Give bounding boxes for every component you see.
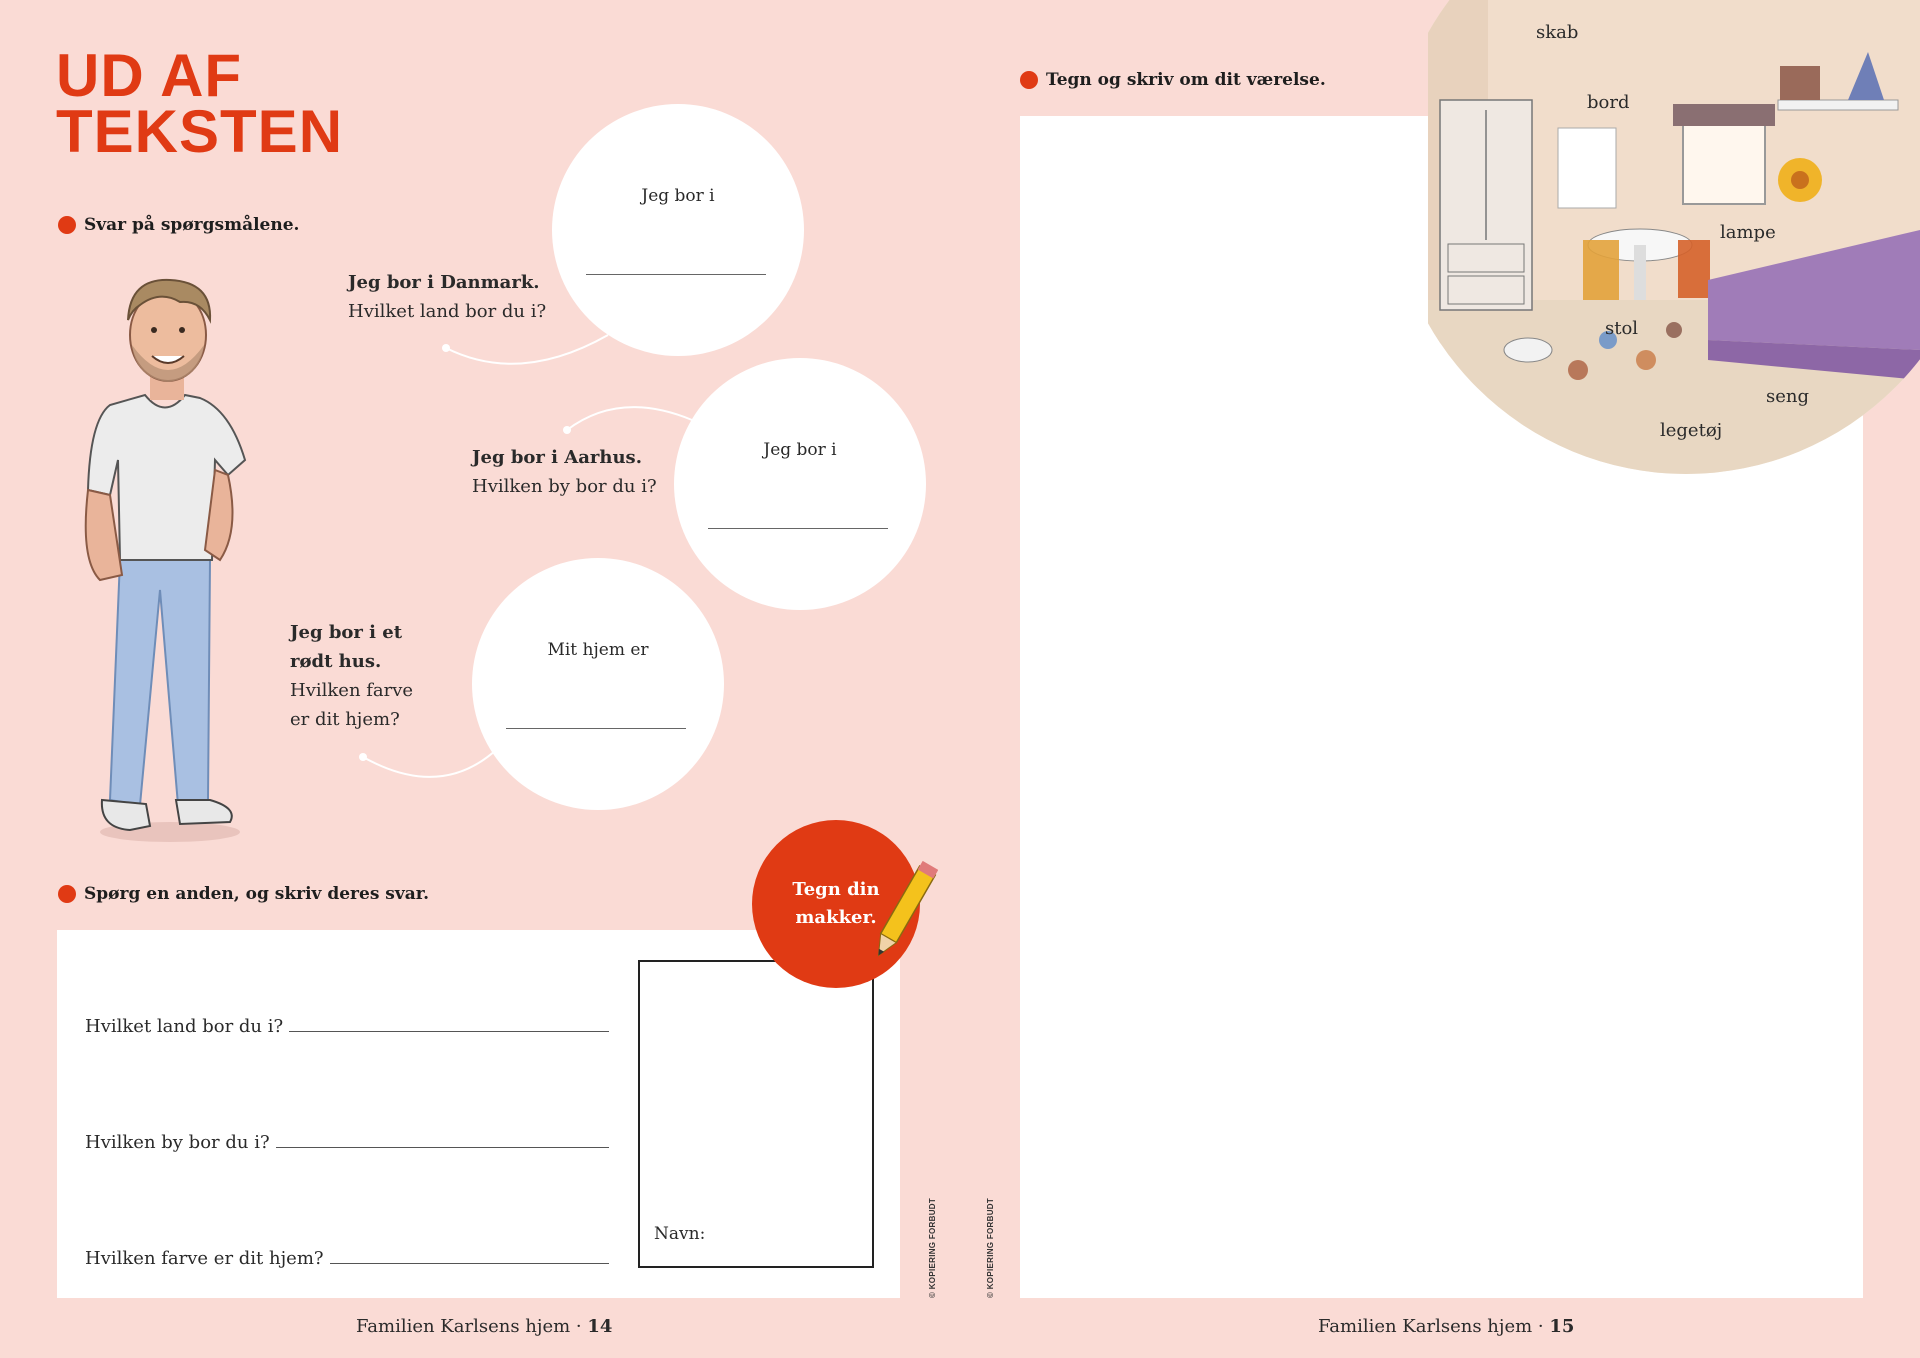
instruction-2-text: Spørg en anden, og skriv deres svar. bbox=[84, 884, 430, 904]
pencil-icon bbox=[868, 858, 938, 968]
page-number-right: 15 bbox=[1549, 1316, 1575, 1337]
interview-question-1[interactable] bbox=[85, 1016, 609, 1037]
interview-q3-label: Hvilken farve er dit hjem? bbox=[85, 1248, 324, 1269]
title-line-2: TEKSTEN bbox=[56, 98, 344, 165]
instruction-3 bbox=[1020, 70, 1326, 90]
label-legetoj: legetøj bbox=[1660, 420, 1723, 441]
circle-3-prompt: Mit hjem er bbox=[547, 640, 649, 660]
interview-question-3[interactable] bbox=[85, 1248, 609, 1269]
interview-q2-label: Hvilken by bor du i? bbox=[85, 1132, 270, 1153]
footer-right-text: Familien Karlsens hjem · bbox=[1318, 1316, 1550, 1337]
drawing-frame[interactable] bbox=[638, 960, 874, 1268]
connector-lines bbox=[0, 0, 1000, 900]
page-number-left: 14 bbox=[587, 1316, 613, 1337]
label-bord: bord bbox=[1587, 92, 1630, 113]
instruction-1-text: Svar på spørgsmålene. bbox=[84, 215, 300, 235]
interview-q3-line[interactable] bbox=[330, 1263, 609, 1264]
qa-2-question: Hvilken by bor du i? bbox=[472, 476, 657, 497]
circle-2-prompt: Jeg bor i bbox=[763, 440, 837, 460]
room-illustration bbox=[1428, 0, 1920, 476]
name-label: Navn: bbox=[654, 1224, 706, 1244]
qa-1-statement: Jeg bor i Danmark. bbox=[348, 272, 540, 293]
qa-2-statement: Jeg bor i Aarhus. bbox=[472, 447, 642, 468]
qa-3-statement-line1: Jeg bor i et bbox=[290, 622, 403, 643]
interview-q2-line[interactable] bbox=[276, 1147, 609, 1148]
bullet-dot-icon bbox=[58, 885, 76, 903]
label-skab: skab bbox=[1536, 22, 1579, 43]
badge-line-1: Tegn din bbox=[792, 879, 880, 900]
interview-question-2[interactable] bbox=[85, 1132, 609, 1153]
footer-right bbox=[1318, 1316, 1574, 1337]
footer-left-text: Familien Karlsens hjem · bbox=[356, 1316, 588, 1337]
title-line-1: UD AF bbox=[56, 42, 243, 109]
label-lampe: lampe bbox=[1720, 222, 1776, 243]
circle-1-prompt: Jeg bor i bbox=[641, 186, 715, 206]
label-stol: stol bbox=[1605, 318, 1639, 339]
qa-3-question-line1: Hvilken farve bbox=[290, 680, 414, 701]
qa-3-statement-line2: rødt hus. bbox=[290, 651, 382, 672]
badge-line-2: makker. bbox=[795, 907, 877, 928]
interview-q1-label: Hvilket land bor du i? bbox=[85, 1016, 284, 1037]
instruction-2 bbox=[58, 884, 429, 904]
copyright-right: © KOPIERING FORBUDT bbox=[986, 1197, 995, 1298]
qa-1-question: Hvilket land bor du i? bbox=[348, 301, 547, 322]
copyright-left: © KOPIERING FORBUDT bbox=[928, 1197, 937, 1298]
interview-q1-line[interactable] bbox=[289, 1031, 609, 1032]
qa-3-question-line2: er dit hjem? bbox=[290, 709, 400, 730]
footer-left bbox=[356, 1316, 612, 1337]
instruction-3-text: Tegn og skriv om dit værelse. bbox=[1046, 70, 1326, 90]
bullet-dot-icon bbox=[1020, 71, 1038, 89]
label-seng: seng bbox=[1766, 386, 1810, 407]
